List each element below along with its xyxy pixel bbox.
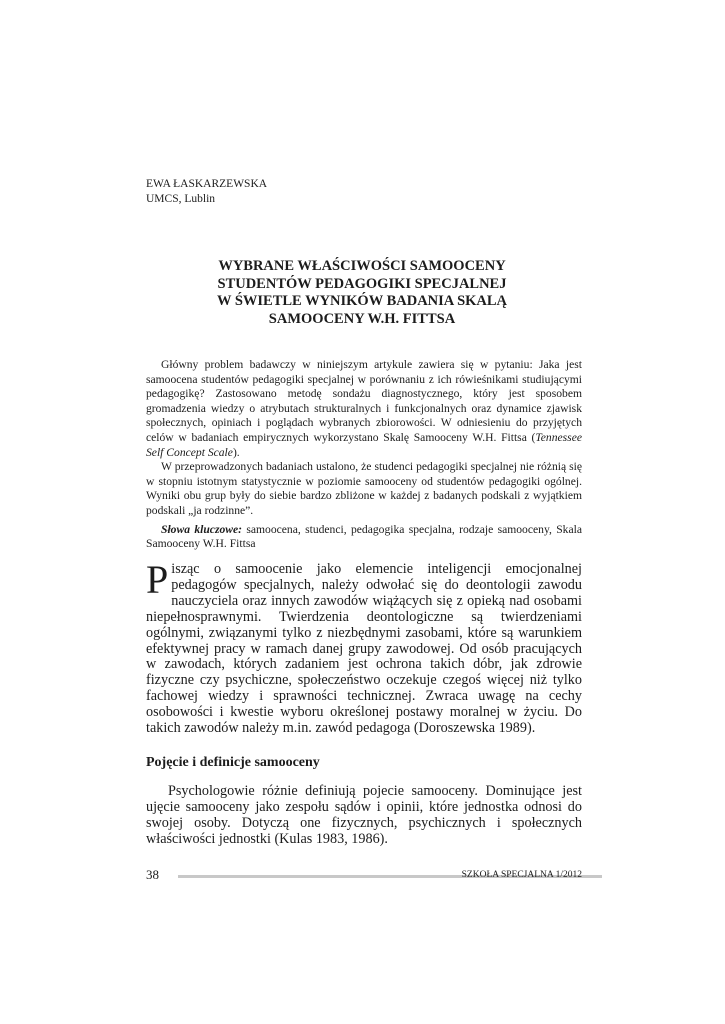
author-block: [146, 177, 267, 207]
page-number: 38: [146, 867, 159, 882]
keywords: [146, 523, 582, 552]
drop-cap: P: [146, 557, 169, 602]
title-line: STUDENTÓW PEDAGOGIKI SPECJALNEJ: [217, 275, 507, 292]
title-line: SAMOOCENY W.H. FITTSA: [268, 310, 456, 327]
abstract: [146, 358, 582, 552]
intro-paragraph: [146, 557, 582, 737]
abstract-p1-end: ).: [232, 445, 240, 459]
title-line: W ŚWIETLE WYNIKÓW BADANIA SKALĄ: [216, 293, 508, 309]
section-body: [146, 784, 582, 848]
section-paragraph: Psychologowie różnie definiują pojecie samooceny. Dominujące jest ujęcie samooceny jako zespołu sądów i opinii, które jednostka odnosi do swojej osoby. Dotyczą one fizycznych, psychicznych i społecznych właściwości jednostki (Kulas 1983, 1986).: [146, 783, 582, 847]
section-heading: Pojęcie i definicje samooceny: [146, 755, 320, 770]
abstract-paragraph-2: W przeprowadzonych badaniach ustalono, że studenci pedagogiki specjalnej nie różnią się w stopniu istotnym statystycznie w poziomie samooceny od studentów pedagogiki ogólnej. Wyniki obu grup były do siebie bardzo zbliżone w każdej z badanych podskali z wyjątkiem podskali „ja rodzinne”.: [146, 460, 582, 517]
page-footer: [146, 867, 582, 883]
intro-section: [146, 557, 582, 737]
abstract-p1-text: Główny problem badawczy w niniejszym artykule zawiera się w pytaniu: Jaka jest samoocena studentów pedagogiki specjalnej w porównaniu z ich rówieśnikami studiującymi pedagogikę? Zastosowano metodę sondażu diagnostycznego, który jest sposobem gromadzenia wiedzy o atrybutach strukturalnych i funkcjonalnych oraz dynamice zjawisk społecznych, opiniach i poglądach wybranych zbiorowości. W odniesieniu do przyjętych celów w badaniach empirycznych wykorzystano Skalę Samooceny W.H. Fittsa (: [146, 358, 582, 444]
author-name: EWA ŁASKARZEWSKA: [146, 178, 268, 190]
keywords-text: samoocena, studenci, pedagogika specjalna, rodzaje samooceny, Skala Samooceny W.H. Fittsa: [146, 522, 582, 551]
intro-text: isząc o samoocenie jako elemencie inteligencji emocjonalnej pedagogów specjalnych, należy odwołać się do deontologii zawodu nauczyciela oraz innych zawodów wiążących się z opieką nad osobami niepełnosprawnymi. Twierdzenia deontologiczne są twierdzeniami ogólnymi, związanymi tylko z niezbędnymi zasobami, które są warunkiem efektywnej pracy w ramach danej grupy zawodowej. Od osób pracujących w zawodach, których zadaniem jest ochrona takich dóbr, jak zdrowie fizyczne czy psychiczne, społeczeństwo oczekuje czegoś więcej niż tylko fachowej wiedzy i sprawności technicznej. Zwraca uwagę na cechy osobowości i kwestie wyboru określonej postawy moralnej w życiu. Do takich zawodów należy m.in. zawód pedagoga (Doroszewska 1989).: [146, 561, 582, 737]
keywords-label: Słowa kluczowe:: [161, 522, 242, 536]
journal-name: SZKOŁA SPECJALNA 1/2012: [461, 870, 582, 880]
abstract-scale-name: Tennessee Self Concept Scale: [146, 430, 582, 459]
article-title: [146, 258, 578, 328]
title-line: WYBRANE WŁAŚCIWOŚCI SAMOOCENY: [218, 258, 506, 274]
abstract-paragraph-1: [146, 358, 582, 460]
author-affiliation: UMCS, Lublin: [146, 193, 216, 205]
